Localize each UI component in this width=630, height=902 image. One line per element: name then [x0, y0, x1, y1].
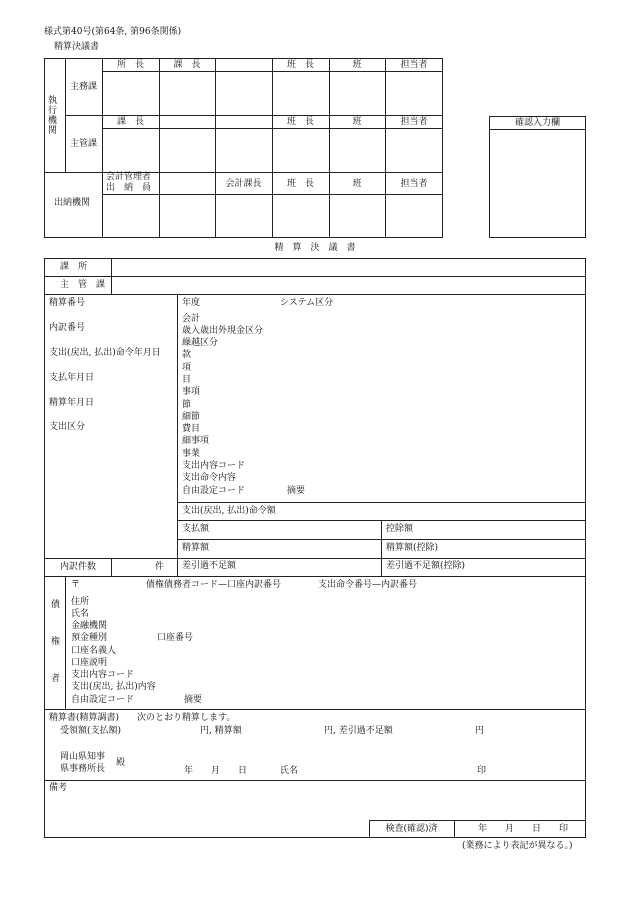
account-holder: 口座名義人 [71, 646, 117, 656]
header-group-chief: 班 長 [286, 117, 314, 127]
balance-deduction-label: 差引過不足額(控除) [386, 561, 466, 571]
field-jikou: 事項 [182, 387, 201, 397]
header-group: 班 [352, 60, 362, 70]
header-group-chief: 班 長 [286, 179, 314, 189]
creditor-side-label: 債 [51, 600, 61, 610]
creditor-code-label: 債権債務者コード—口座内訳番号 [146, 580, 282, 590]
field-carryover: 繰越区分 [182, 338, 219, 348]
header-staff: 担当者 [400, 117, 428, 127]
field-moku: 目 [182, 375, 192, 385]
header-chief: 所 長 [116, 60, 144, 70]
deduction-label: 控除額 [386, 524, 414, 534]
managing-section-label: 主 管 課 [60, 280, 106, 290]
header-staff: 担当者 [400, 179, 428, 189]
field-summary: 摘要 [287, 486, 306, 496]
section-office-field[interactable] [112, 259, 585, 276]
remarks-field[interactable] [45, 795, 585, 819]
settlement-statement: 精算書(精算調書) 次のとおり精算します。 [49, 713, 236, 723]
managing-section-field[interactable] [112, 277, 585, 294]
creditor-payment-content: 支出(戻出, 払出)内容 [71, 682, 156, 692]
header-group: 班 [352, 179, 362, 189]
header-cashier: 出 納 員 [106, 183, 152, 193]
creditor-summary: 摘要 [184, 695, 203, 705]
field-setsu: 節 [182, 400, 192, 410]
yen-settlement: 円, 精算額 [200, 726, 242, 736]
office-director-label: 県事務所長 [60, 764, 106, 774]
header-accounting-chief: 会計課長 [225, 179, 262, 189]
field-revenue-category: 歳入歳出外現金区分 [182, 326, 264, 336]
order-amount-label: 支出(戻出, 払出)命令額 [182, 506, 276, 516]
field-project: 事業 [182, 449, 201, 459]
creditor-bank: 金融機関 [71, 621, 108, 631]
settlement-amount-label: 精算額 [182, 543, 210, 553]
breakdown-count-label: 内訳件数 [60, 562, 97, 572]
postal-mark: 〒 [71, 580, 81, 590]
creditor-side-label: 権 [51, 637, 61, 647]
account-description: 口座説明 [71, 658, 108, 668]
payment-date: 支払年月日 [49, 373, 95, 383]
yen-unit: 円 [475, 726, 485, 736]
header-accounting-manager: 会計管理者 [106, 172, 152, 182]
balance-label: 差引過不足額 [182, 561, 237, 571]
governor-label: 岡山県知事 [60, 752, 106, 762]
breakdown-number: 内訳番号 [49, 323, 86, 333]
fiscal-year: 年度 [182, 298, 201, 308]
expenditure-category: 支出区分 [49, 422, 86, 432]
statement-date: 年 月 日 [184, 766, 248, 776]
creditor-expense-code: 支出内容コード [71, 670, 135, 680]
field-himoku: 費目 [182, 424, 201, 434]
executing-agency-label: 執行機関 [48, 96, 58, 136]
main-section-label: 主務課 [70, 82, 98, 92]
confirmation-label: 確認入力欄 [514, 118, 560, 128]
deposit-type: 預金種別 [71, 633, 108, 643]
yen-balance: 円, 差引過不足額 [324, 726, 393, 736]
document-title: 精算決議書 [54, 42, 100, 52]
field-expense-code: 支出内容コード [182, 461, 246, 471]
field-saisetsu: 細節 [182, 412, 201, 422]
signer-name-label: 氏名 [280, 766, 299, 776]
field-accounting: 会計 [182, 314, 201, 324]
field-kan: 款 [182, 350, 192, 360]
main-title: 精 算 決 議 書 [274, 243, 356, 253]
header-group-chief: 班 長 [286, 60, 314, 70]
footnote: (業務により表記が異なる。) [462, 841, 573, 851]
header-staff: 担当者 [400, 60, 428, 70]
creditor-free-code: 自由設定コード [71, 695, 135, 705]
managing-section-label: 主管課 [70, 139, 98, 149]
creditor-address: 住所 [71, 597, 90, 607]
section-office-label: 課 所 [60, 262, 88, 272]
form-number: 様式第40号(第64条, 第96条関係) [44, 27, 182, 37]
order-number-label: 支出命令番号—内訳番号 [318, 580, 418, 590]
inspection-date: 年 月 日 印 [478, 824, 569, 834]
seal-mark: 印 [477, 766, 487, 776]
inspection-label: 検査(確認)済 [385, 824, 438, 834]
field-order-content: 支出命令内容 [182, 473, 237, 483]
settlement-date: 精算年月日 [49, 398, 95, 408]
creditor-name: 氏名 [71, 609, 90, 619]
header-group: 班 [352, 117, 362, 127]
field-kou: 項 [182, 363, 192, 373]
payment-amount-label: 支払額 [182, 524, 210, 534]
field-saijikou: 細事項 [182, 436, 210, 446]
treasury-label: 出納機関 [54, 198, 91, 208]
remarks-label: 備考 [49, 783, 68, 793]
header-section-chief: 課 長 [116, 117, 144, 127]
creditor-side-label: 者 [51, 674, 61, 684]
header-section-chief: 課 長 [173, 60, 201, 70]
system-category: システム区分 [280, 298, 334, 308]
field-free-code: 自由設定コード [182, 486, 246, 496]
count-unit: 件 [155, 562, 165, 572]
received-amount-label: 受領額(支払額) [60, 726, 122, 736]
settlement-deduction-label: 精算額(控除) [386, 543, 439, 553]
payment-order-date: 支出(戻出, 払出)命令年月日 [49, 348, 161, 358]
honorific: 殿 [116, 758, 126, 768]
settlement-number: 精算番号 [49, 298, 86, 308]
account-number: 口座番号 [157, 633, 194, 643]
